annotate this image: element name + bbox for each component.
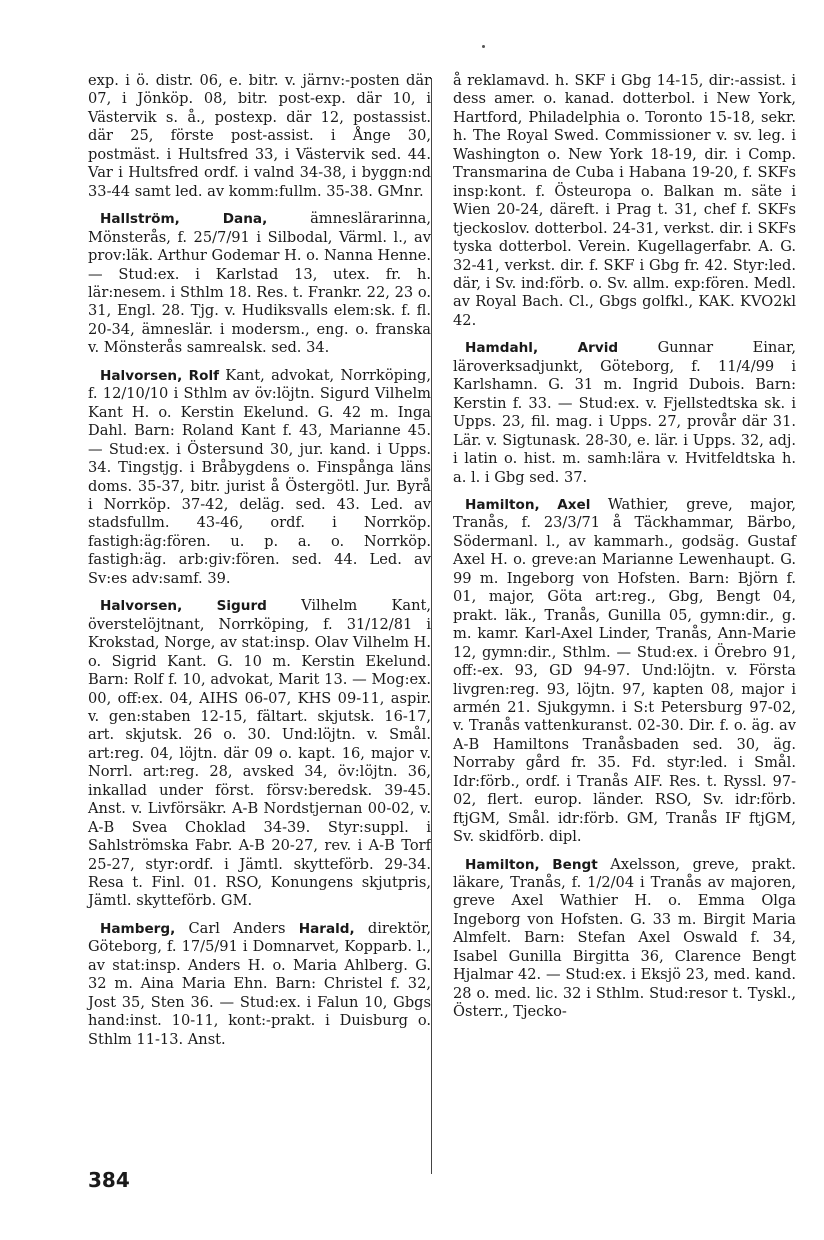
entry-text: Gunnar Einar, läroverksadjunkt, Göteborg, f. 11/4/99 i Karlshamn. G. 31 m. Ingrid Dubois. Barn: Kerstin f. 33. — Stud:ex. v. Fjellstedtska sk. i Upps. 23, fil. mag. i Upps. 27, provår där 31. Lär. v. Sigtunask. 28-30, e. lär. i Upps. 32, adj. i latin o. hist. m. samh:lära v. Hvitfeldtska h. a. l. i Gbg sed. 37. <box>453 339 797 486</box>
entry-text: Wathier, greve, major, Tranås, f. 23/3/71 å Täckhammar, Bärbo, Södermanl. l., av kammarh., godsäg. Gustaf Axel H. o. greve:an Marianne Lewenhaupt. G. 99 m. Ingeborg von Hofsten. Barn: Björn f. 01, major, Göta art:reg., Gbg, Bengt 04, prakt. läk., Tranås, Gunilla 05, gymn:dir., g. m. kamr. Karl-Axel Linder, Tranås, Ann-Marie 12, gymn:dir., Sthlm. — Stud:ex. i Örebro 91, off:-ex. 93, GD 94-97. Und:löjtn. v. Första livgren:reg. 93, löjtn. 97, kapten 08, major i armén 21. Sjukgymn. i S:t Petersburg 97-02, v. Tranås vattenkuranst. 02-30. Dir. f. o. äg. av A-B Hamiltons Tranåsbaden sed. 30, äg. Norraby gård fr. 35. Fd. styr:led. i Smål. Idr:förb., ordf. i Tranås AIF. Res. t. Ryssl. 97-02, flert. europ. länder. RSO, Sv. idr:förb. ftjGM, Smål. idr:förb. GM, Tranås IF ftjGM, Sv. skidförb. dipl. <box>453 495 796 846</box>
entry-name: Hamilton, Axel <box>465 496 591 513</box>
right-column <box>453 72 796 1022</box>
entry-name: Halvorsen, Sigurd <box>100 598 267 615</box>
entry-continuation-right <box>453 72 796 330</box>
entry-halvorsen-sigurd <box>88 597 431 911</box>
entry-text: Axelsson, greve, prakt. läkare, Tranås, f. 1/2/04 i Tranås av majoren, greve Axel Wathier H. o. Emma Olga Ingeborg von Hofsten. G. 33 m. Birgit Maria Almfelt. Barn: Stefan Axel Oswald f. 34, Isabel Gunilla Birgitta 36, Clarence Bengt Hjalmar 42. — Stud:ex. i Eksjö 23, med. kand. 28 o. med. lic. 32 i Sthlm. Stud:resor t. Tyskl., Österr., Tjecko- <box>453 855 797 1021</box>
entry-hamilton-bengt <box>453 856 796 1022</box>
entry-name: Hamberg, <box>100 920 176 937</box>
entry-name: Hamdahl, Arvid <box>465 340 619 357</box>
entry-hamberg-harald <box>88 920 431 1049</box>
column-divider <box>431 78 432 1174</box>
entry-name: Hamilton, Bengt <box>465 856 598 873</box>
entry-continuation-left <box>88 72 431 201</box>
entry-hamilton-axel <box>453 496 796 847</box>
entry-text: ämneslärarinna, Mönsterås, f. 25/7/91 i Silbodal, Värml. l., av prov:läk. Arthur Godemar H. o. Nanna Henne. — Stud:ex. i Karlstad 13, utex. fr. h. lär:nesem. i Sthlm 18. Res. t. Frankr. 22, 23 o. 31, Engl. 28. Tjg. v. Hudiksvalls elem:sk. f. fl. 20-34, ämneslär. i modersm., eng. o. franska v. Mönsterås samrealsk. sed. 34. <box>88 210 431 357</box>
entry-text: å reklamavd. h. SKF i Gbg 14-15, dir:-assist. i dess amer. o. kanad. dotterbol. i New York, Hartford, Philadelphia o. Toronto 15-18, sekr. h. The Royal Swed. Commissioner v. sv. leg. i Washington o. New York 18-19, dir. i Comp. Transmarina de Cuba i Habana 19-20, f. SKFs insp:kont. f. Östeuropa o. Balkan m. säte i Wien 20-24, däreft. i Prag t. 31, chef f. SKFs tjeckoslov. dotterbol. 24-31, verkst. dir. i SKFs tyska dotterbol. Verein. Kugellagerfabr. A. G. 32-41, verkst. dir. f. SKF i Gbg fr. 42. Styr:led. där, i Sv. ind:förb. o. Sv. allm. exp:fören. Medl. av Royal Bach. Cl., Gbgs golfkl., KAK. KVO2kl 42. <box>453 72 796 329</box>
page-number: 384 <box>88 1168 130 1192</box>
left-column <box>88 72 431 1049</box>
entry-text: direktör, Göteborg, f. 17/5/91 i Domnarvet, Kopparb. l., av stat:insp. Anders H. o. Maria Ahlberg. G. 32 m. Aina Maria Ehn. Barn: Christel f. 32, Jost 35, Sten 36. — Stud:ex. i Falun 10, Gbgs hand:inst. 10-11, kont:-prakt. i Duisburg o. Sthlm 11-13. Anst. <box>88 919 432 1048</box>
entry-text: Vilhelm Kant, överstelöjtnant, Norrköping, f. 31/12/81 i Krokstad, Norge, av stat:insp. Olav Vilhelm H. o. Sigrid Kant. G. 10 m. Kerstin Ekelund. Barn: Rolf f. 10, advokat, Marit 13. — Mog:ex. 00, off:ex. 04, AIHS 06-07, KHS 09-11, aspir. v. gen:staben 12-15, fältart. skjutsk. 16-17, art. skjutsk. 26 o. 30. Und:löjtn. v. Smål. art:reg. 04, löjtn. där 09 o. kapt. 16, major v. Norrl. art:reg. 28, avsked 34, öv:löjtn. 36, inkallad under först. försv:beredsk. 39-45. Anst. v. Livförsäkr. A-B Nordstjernan 00-02, v. A-B Svea Choklad 34-39. Styr:suppl. i Sahlströmska Fabr. A-B 20-27, rev. i A-B Torf 25-27, styr:ordf. i Jämtl. skytteförb. 29-34. Resa t. Finl. 01. RSO, Konungens skjutpris, Jämtl. skytteförb. GM. <box>88 597 431 910</box>
entry-hamdahl-arvid <box>453 339 796 487</box>
entry-given-names: Carl Anders <box>188 919 286 937</box>
entry-text: Kant, advokat, Norrköping, f. 12/10/10 i Sthlm av öv:löjtn. Sigurd Vilhelm Kant H. o. Kerstin Ekelund. G. 42 m. Inga Dahl. Barn: Roland Kant f. 43, Marianne 45. — Stud:ex. i Östersund 30, jur. kand. i Upps. 34. Tingstjg. i Bråbygdens o. Finspånga läns doms. 35-37, bitr. jurist å Östergötl. Jur. Byrå i Norrköp. 37-42, deläg. sed. 43. Led. av stadsfullm. 43-46, ordf. i Norrköp. fastigh:äg:fören. u. p. a. o. Norrköp. fastigh:äg. arb:giv:fören. sed. 44. Led. av Sv:es adv:samf. 39. <box>88 366 431 587</box>
entry-called-name: Harald, <box>298 920 355 937</box>
speck-mark <box>482 45 485 48</box>
entry-name: Halvorsen, Rolf <box>100 367 220 384</box>
entry-text: exp. i ö. distr. 06, e. bitr. v. järnv:-posten där 07, i Jönköp. 08, bitr. post-exp. där 10, i Västervik s. å., postexp. där 12, postassist. där 25, förste post-assist. i Ånge 30, postmäst. i Hultsfred 33, i Västervik sed. 44. Var i Hultsfred ordf. i valnd 34-38, i byggn:nd 33-44 samt led. av komm:fullm. 35-38. GMnr. <box>88 72 431 200</box>
entry-hallstrom-dana <box>88 210 431 358</box>
entry-name: Hallström, Dana, <box>100 211 268 228</box>
entry-halvorsen-rolf <box>88 367 431 588</box>
